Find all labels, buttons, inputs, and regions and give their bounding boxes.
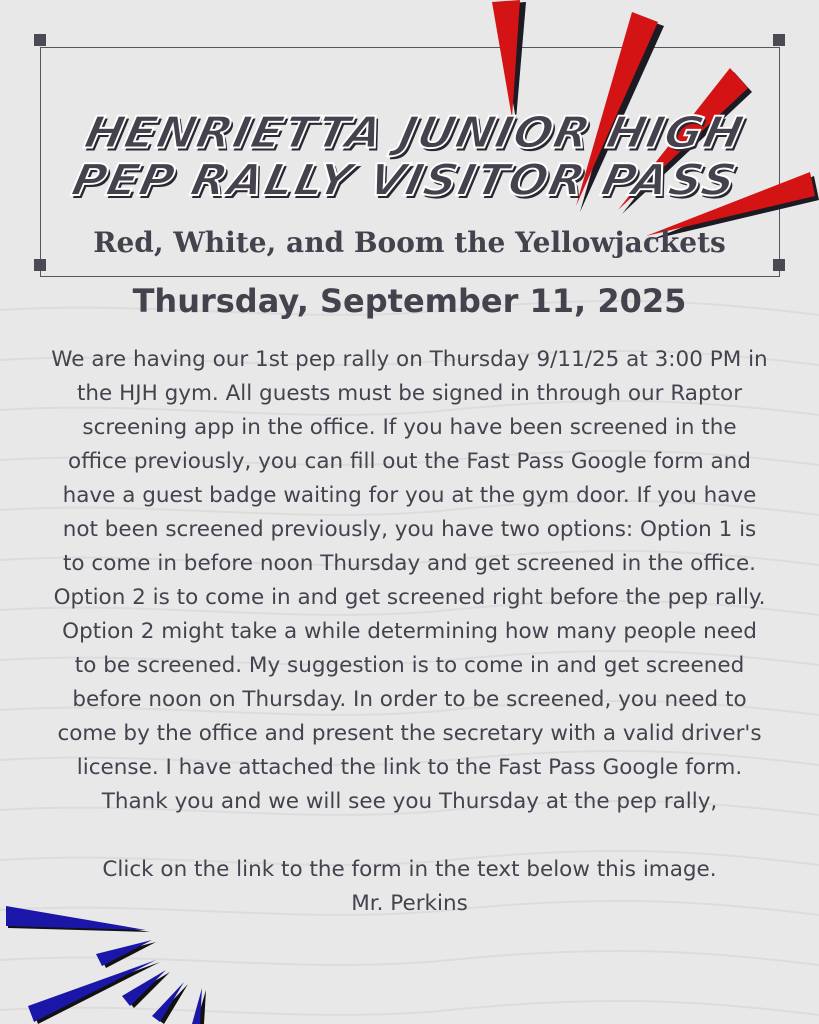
closing-line: Thank you and we will see you Thursday at the pep rally, [101,789,718,814]
event-date: Thursday, September 11, 2025 [132,282,687,320]
page-title [0,106,819,206]
title-line-1: HENRIETTA JUNIOR HIGH [80,106,749,158]
signature: Mr. Perkins [351,891,468,916]
link-instruction: Click on the link to the form in the text below this image. [102,857,717,882]
frame-corner-top-left [34,34,46,46]
frame-corner-bottom-left [34,259,46,271]
announcement-paragraph: We are having our 1st pep rally on Thursday 9/11/25 at 3:00 PM in the HJH gym. All guests must be signed in through our Raptor screening app in the office. If you have been screened in the office previously, you can fill out the Fast Pass Google form and have a guest badge waiting for you at the gym door. If you have not been screened previously, you have two options: Option 1 is to come in before noon Thursday and get screened in the office. Option 2 is to come in and get screened right before the pep rally. Option 2 might take a while determining how many people need to be screened. My suggestion is to come in and get screened before noon on Thursday. In order to be screened, you need to come by the office and present the secretary with a valid driver's license. I have attached the link to the Fast Pass Google form. [51,347,768,780]
frame-corner-bottom-right [773,259,785,271]
announcement-body [50,343,769,921]
spacer [50,819,769,853]
event-subtitle: Red, White, and Boom the Yellowjackets [93,226,726,259]
title-line-2: PEP RALLY VISITOR PASS [67,154,742,206]
